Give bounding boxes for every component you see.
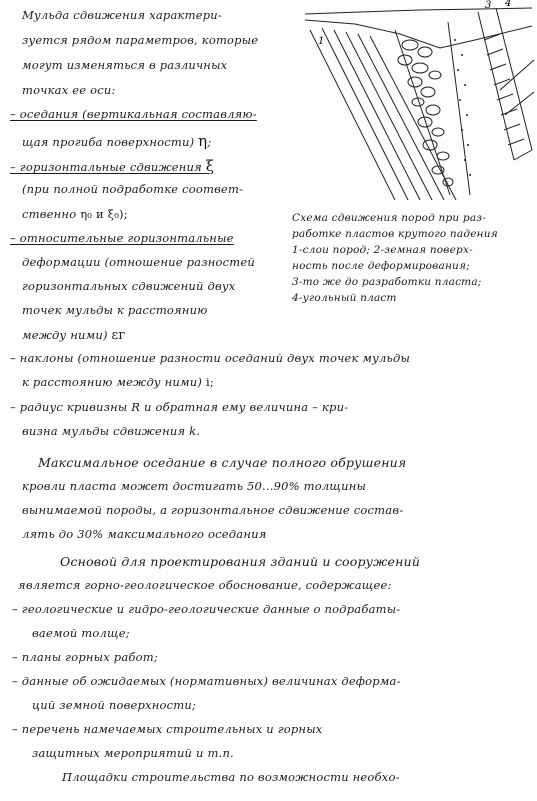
text-line: ций земной поверхности; xyxy=(32,698,197,712)
text-line: – относительные горизонтальные xyxy=(10,231,234,245)
text-line: вынимаемой породы, а горизонтальное сдвижение состав- xyxy=(22,503,404,517)
text-line: зуется рядом параметров, которые xyxy=(22,33,259,47)
text-line: Основой для проектирования зданий и сооружений xyxy=(60,554,421,569)
text-line: Площадки строительства по возможности необхо- xyxy=(62,770,400,784)
text-line: кровли пласта может достигать 50...90% толщины xyxy=(22,479,367,493)
text-line: (при полной подработке соответ- xyxy=(22,182,244,196)
text-line: – радиус кривизны R и обратная ему величина – кри- xyxy=(10,400,349,414)
text-line xyxy=(10,159,214,174)
text-line: горизонтальных сдвижений двух xyxy=(22,279,236,293)
text-line: деформации (отношение разностей xyxy=(22,255,255,269)
text-line: – геологические и гидро-геологические данные о подрабаты- xyxy=(12,602,401,616)
text-fragment: к расстоянию между ними) xyxy=(22,375,203,389)
figure-label-4: 4 xyxy=(505,0,512,9)
text-line: – оседания (вертикальная составляю- xyxy=(10,107,257,121)
caption-line: 1-слои пород; 2-земная поверх- xyxy=(292,244,473,256)
text-line: могут изменяться в различных xyxy=(22,58,228,72)
text-line: защитных мероприятий и т.п. xyxy=(32,746,234,760)
text-line: – наклоны (отношение разности оседаний двух точек мульды xyxy=(10,351,411,365)
text-fragment: между ними) xyxy=(22,328,108,342)
text-line: точках ее оси: xyxy=(22,83,116,97)
text-fragment: щая прогиба поверхности) xyxy=(22,135,195,149)
text-line: – планы горных работ; xyxy=(12,650,158,664)
figure-label-1: 1 xyxy=(318,36,325,47)
caption-line: ность после деформирования; xyxy=(292,260,470,272)
text-line: визна мульды сдвижения k. xyxy=(22,424,201,438)
text-line: лять до 30% максимального оседания xyxy=(22,527,267,541)
text-line xyxy=(22,209,128,221)
text-line: ваемой толще; xyxy=(32,626,130,640)
text-line: Мульда сдвижения характери- xyxy=(22,8,222,22)
caption-line: работке пластов крутого падения xyxy=(292,228,498,240)
text-line: – перечень намечаемых строительных и горных xyxy=(12,722,323,736)
text-fragment: – горизонтальные сдвижения xyxy=(10,160,202,174)
text-line: – данные об ожидаемых (нормативных) величинах деформа- xyxy=(12,674,401,688)
rock-displacement-diagram xyxy=(300,0,537,215)
text-line: щая прогиба поверхности) η; xyxy=(22,132,212,150)
eta0-xi0-symbols: η₀ и ξ₀); xyxy=(80,207,128,221)
surface-before-line xyxy=(305,8,532,14)
caption-line: 4-угольный пласт xyxy=(292,292,397,304)
text-fragment: ственно xyxy=(22,207,77,221)
text-line xyxy=(22,329,125,342)
xi-symbol: ξ xyxy=(205,157,215,175)
caption-line: 3-то же до разработки пласта; xyxy=(292,276,482,288)
eta-symbol: η xyxy=(198,132,208,150)
epsilon-symbol: εг xyxy=(111,328,126,343)
surface-after-line xyxy=(305,20,532,48)
text-line: Максимальное оседание в случае полного обрушения xyxy=(38,455,407,470)
i-symbol: i; xyxy=(205,375,214,389)
text-line: является горно-геологическое обоснование, содержащее: xyxy=(18,578,392,592)
text-line xyxy=(22,377,214,389)
text-line: точек мульды к расстоянию xyxy=(22,303,208,317)
figure-label-3: 3 xyxy=(485,0,492,11)
caption-line: Схема сдвижения пород при раз- xyxy=(292,212,486,224)
